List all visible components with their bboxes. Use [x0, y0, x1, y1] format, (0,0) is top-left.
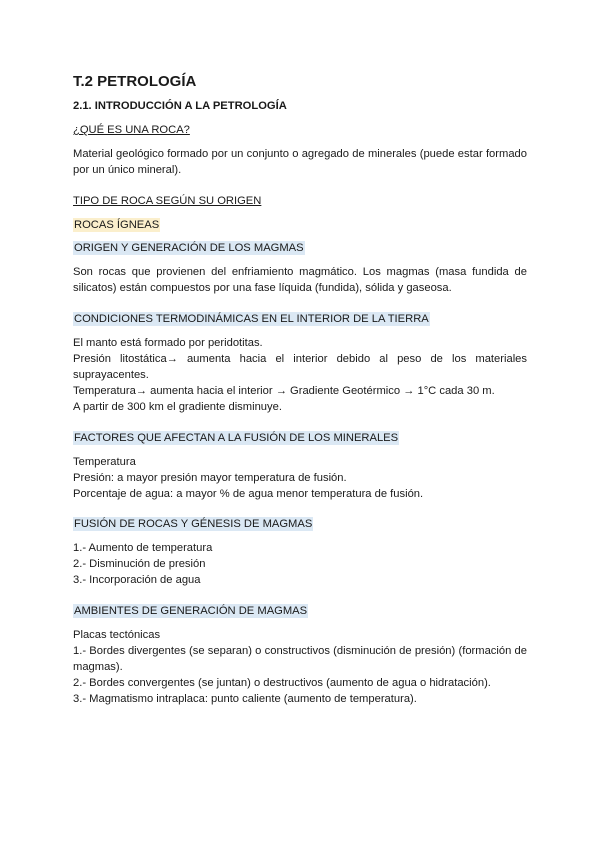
section-heading: 2.1. INTRODUCCIÓN A LA PETROLOGÍA: [73, 100, 287, 112]
fusion-heading: [73, 516, 527, 532]
factors-line: Presión: a mayor presión mayor temperatura de fusión.: [73, 472, 347, 484]
rock-definition: Material geológico formado por un conjunto o agregado de minerales (puede estar formado por un único mineral).: [73, 148, 527, 176]
fusion-line: 2.- Disminución de presión: [73, 558, 206, 570]
rock-type-heading: TIPO DE ROCA SEGÚN SU ORIGEN: [73, 195, 262, 207]
origin-paragraph: Son rocas que provienen del enfriamiento magmático. Los magmas (masa fundida de silicatos) están compuestos por una fase líquida (fundida), sólida y gaseosa.: [73, 266, 527, 294]
fusion-heading-label: FUSIÓN DE ROCAS Y GÉNESIS DE MAGMAS: [74, 518, 313, 530]
conditions-line: El manto está formado por peridotitas.: [73, 337, 263, 349]
igneous-heading: [73, 217, 527, 233]
fusion-list: [73, 540, 527, 588]
conditions-list: [73, 335, 527, 415]
environments-line: Placas tectónicas: [73, 629, 161, 641]
conditions-heading: [73, 311, 527, 327]
environments-heading: [73, 603, 527, 619]
conditions-line: Temperatura→ aumenta hacia el interior → Gradiente Geotérmico → 1°C cada 30 m.: [73, 385, 495, 397]
factors-line: Porcentaje de agua: a mayor % de agua menor temperatura de fusión.: [73, 488, 424, 500]
conditions-line: A partir de 300 km el gradiente disminuye.: [73, 401, 282, 413]
environments-line: 3.- Magmatismo intraplaca: punto caliente (aumento de temperatura).: [73, 693, 417, 705]
factors-heading: [73, 430, 527, 446]
igneous-heading-label: ROCAS ÍGNEAS: [74, 219, 160, 231]
conditions-heading-label: CONDICIONES TERMODINÁMICAS EN EL INTERIOR DE LA TIERRA: [74, 313, 429, 325]
environments-heading-label: AMBIENTES DE GENERACIÓN DE MAGMAS: [74, 605, 308, 617]
factors-heading-label: FACTORES QUE AFECTAN A LA FUSIÓN DE LOS MINERALES: [74, 432, 399, 444]
factors-line: Temperatura: [73, 456, 136, 468]
fusion-line: 1.- Aumento de temperatura: [73, 542, 213, 554]
question-heading: ¿QUÉ ES UNA ROCA?: [73, 124, 190, 136]
fusion-line: 3.- Incorporación de agua: [73, 574, 201, 586]
environments-line: 2.- Bordes convergentes (se juntan) o destructivos (aumento de agua o hidratación).: [73, 677, 491, 689]
origin-heading: [73, 240, 527, 256]
environments-line: 1.- Bordes divergentes (se separan) o constructivos (disminución de presión) (formación de magmas).: [73, 645, 527, 673]
origin-heading-label: ORIGEN Y GENERACIÓN DE LOS MAGMAS: [74, 242, 304, 254]
page-title: T.2 PETROLOGÍA: [73, 73, 197, 90]
environments-list: [73, 627, 527, 707]
factors-list: [73, 454, 527, 502]
conditions-line: Presión litostática→ aumenta hacia el interior debido al peso de los materiales suprayacentes.: [73, 353, 527, 381]
